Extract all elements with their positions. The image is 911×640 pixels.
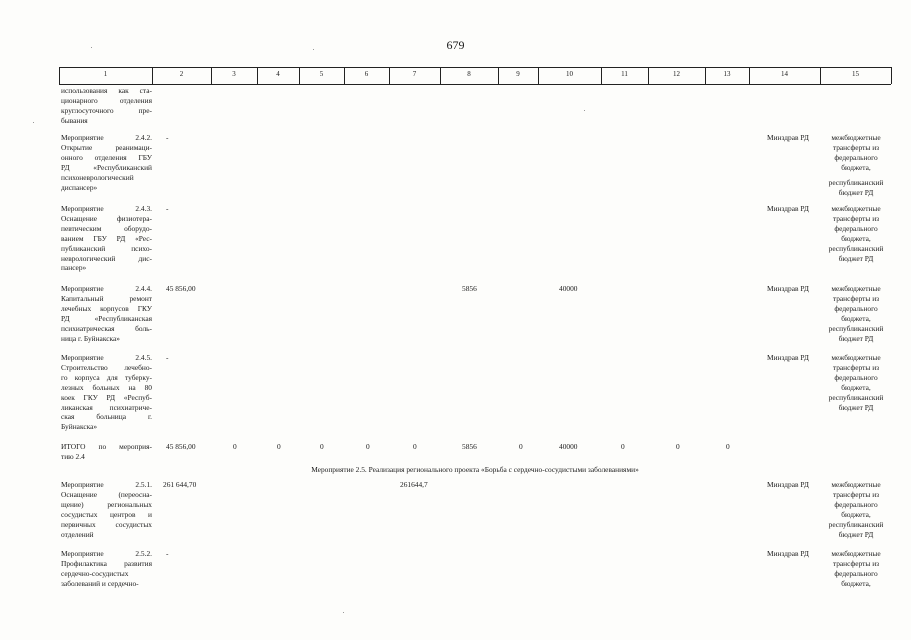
column-header: 3: [232, 70, 236, 78]
total-cell: 0: [676, 442, 680, 451]
total-cell: 0: [726, 442, 730, 451]
text-line: Профилактика развития: [61, 558, 152, 568]
text-line: неврологический дис-: [61, 253, 152, 263]
cell-funding-source: [822, 204, 890, 263]
cell-funding-source: [822, 549, 890, 589]
table-row-description: [61, 353, 152, 432]
text-line: межбюджетные: [831, 353, 881, 362]
cell-executor: Минздрав РД: [767, 353, 809, 362]
column-header: 8: [467, 70, 471, 78]
text-line: трансферты из: [832, 213, 880, 223]
total-cell: 0: [320, 442, 324, 451]
text-line: ликанская психиатриче-: [61, 402, 152, 412]
cell-col2: -: [166, 353, 169, 362]
cell-executor: Минздрав РД: [767, 480, 809, 489]
text-line: бюджета,: [841, 233, 871, 243]
table-row-description: [61, 480, 152, 539]
table-header-top-rule: [59, 67, 891, 68]
column-header: 9: [516, 70, 520, 78]
cell-funding-source: [822, 133, 890, 197]
column-header: 1: [103, 70, 108, 78]
cell-col8: 5856: [462, 284, 477, 293]
text-line: федерального: [834, 568, 878, 578]
text-line: лезных больных на 80: [61, 382, 152, 392]
total-cell: 5856: [462, 442, 477, 451]
cell-executor: Минздрав РД: [767, 284, 809, 293]
text-line: межбюджетные: [831, 284, 881, 293]
cell-col2: -: [166, 204, 169, 213]
text-line: сосудистых центров и: [61, 509, 152, 519]
total-cell: 0: [519, 442, 523, 451]
text-line: го корпуса для туберку-: [61, 372, 152, 382]
text-line: федерального: [834, 223, 878, 233]
table-row-description: [61, 204, 152, 273]
column-header: 15: [852, 70, 859, 78]
page-number: 679: [446, 38, 465, 52]
scan-speck: [91, 47, 92, 48]
text-line: республиканский: [828, 177, 884, 187]
cell-funding-source: [822, 284, 890, 343]
text-line: первичных сосудистых: [61, 519, 152, 529]
cell-col7: 261644,7: [400, 480, 428, 489]
total-cell: 0: [366, 442, 370, 451]
text-line: ИТОГО по мероприя-: [61, 442, 152, 451]
text-line: психиатрическая боль-: [61, 323, 152, 333]
scan-speck: [584, 110, 585, 111]
text-line: федерального: [834, 499, 878, 509]
column-header: 10: [566, 70, 573, 78]
text-line: Мероприятие 2.4.5.: [61, 353, 152, 362]
text-line: диспансер»: [61, 182, 98, 192]
text-line: использования как ста-: [61, 86, 152, 95]
text-line: бюджет РД: [838, 529, 874, 539]
text-line: бюджета,: [841, 578, 871, 588]
cell-col10: 40000: [559, 284, 578, 293]
column-header: 12: [673, 70, 680, 78]
column-header: 4: [276, 70, 280, 78]
text-line: бюджета,: [841, 162, 871, 172]
text-line: Мероприятие 2.5.2.: [61, 549, 152, 558]
text-line: Мероприятие 2.5.1.: [61, 480, 152, 489]
total-cell: 45 856,00: [166, 442, 196, 451]
text-line: лечебных корпусов ГКУ: [61, 303, 152, 313]
cell-col2: -: [166, 133, 169, 142]
text-line: бюджета,: [841, 509, 871, 519]
text-line: бюджета,: [841, 313, 871, 323]
column-header: 14: [781, 70, 788, 78]
column-header: 5: [319, 70, 324, 78]
text-line: Мероприятие 2.4.4.: [61, 284, 152, 293]
text-line: республиканский: [828, 243, 884, 253]
text-line: Мероприятие 2.4.2.: [61, 133, 152, 142]
text-line: межбюджетные: [831, 480, 881, 489]
text-line: Буйнакска»: [61, 422, 98, 432]
scan-speck: [313, 49, 314, 50]
text-line: сердечно-сосудистых: [61, 568, 129, 578]
column-header: 7: [412, 70, 417, 78]
text-line: отделений: [61, 529, 94, 539]
column-divider: [891, 67, 892, 84]
total-cell: 0: [233, 442, 237, 451]
text-line: онного отделения ГБУ: [61, 152, 152, 162]
text-line: Капитальный ремонт: [61, 293, 152, 303]
cell-col2: -: [166, 549, 169, 558]
text-line: бюджет РД: [838, 402, 874, 412]
text-line: тию 2.4: [61, 451, 85, 461]
text-line: публиканский психо-: [61, 243, 152, 253]
text-line: межбюджетные: [831, 133, 881, 142]
text-line: ванием ГБУ РД «Рес-: [61, 233, 152, 243]
text-line: заболеваний и сердечно-: [61, 578, 139, 588]
text-line: ница г. Буйнакска»: [61, 333, 120, 343]
text-line: Открытие реанимаци-: [61, 142, 152, 152]
text-line: психоневрологический: [61, 172, 134, 182]
text-line: федерального: [834, 372, 878, 382]
text-line: ская больница г.: [61, 412, 152, 422]
cell-executor: Минздрав РД: [767, 133, 809, 142]
cell-col2: 261 644,70: [163, 480, 197, 489]
text-line: Строительство лечебно-: [61, 362, 152, 372]
table-row-description: [61, 284, 152, 343]
text-line: Оснащение (переосна-: [61, 489, 152, 499]
total-cell: 0: [277, 442, 281, 451]
section-title: Мероприятие 2.5. Реализация регионального проекта «Борьба с сердечно-сосудистыми заболеваниями»: [311, 465, 639, 474]
text-line: круглосуточного пре-: [61, 105, 152, 115]
scan-speck: [33, 122, 34, 123]
text-line: республиканский: [828, 392, 884, 402]
continued-text: [61, 86, 152, 126]
scan-speck: [343, 612, 344, 613]
text-line: щение) региональных: [61, 499, 152, 509]
text-line: бюджет РД: [838, 333, 874, 343]
text-line: трансферты из: [832, 558, 880, 568]
text-line: межбюджетные: [831, 549, 881, 558]
text-line: ционарного отделения: [61, 95, 152, 105]
cell-funding-source: [822, 480, 890, 539]
text-line: трансферты из: [832, 362, 880, 372]
text-line: певтическим оборудо-: [61, 223, 152, 233]
text-line: коек ГКУ РД «Респуб-: [61, 392, 152, 402]
cell-executor: Минздрав РД: [767, 204, 809, 213]
column-header: 6: [364, 70, 369, 78]
text-line: трансферты из: [832, 142, 880, 152]
cell-funding-source: [822, 353, 890, 412]
total-row-label: [61, 442, 152, 462]
table-header-bottom-rule: [59, 84, 891, 85]
text-line: трансферты из: [832, 293, 880, 303]
text-line: республиканский: [828, 323, 884, 333]
column-header: 11: [621, 70, 628, 78]
total-cell: 0: [413, 442, 417, 451]
cell-executor: Минздрав РД: [767, 549, 809, 558]
total-cell: 40000: [559, 442, 578, 451]
text-line: бывания: [61, 115, 88, 125]
text-line: Оснащение физиотера-: [61, 213, 152, 223]
text-line: межбюджетные: [831, 204, 881, 213]
text-line: республиканский: [828, 519, 884, 529]
text-line: Мероприятие 2.4.3.: [61, 204, 152, 213]
text-line: федерального: [834, 303, 878, 313]
cell-col2: 45 856,00: [166, 284, 196, 293]
text-line: трансферты из: [832, 489, 880, 499]
text-line: бюджета,: [841, 382, 871, 392]
text-line: бюджет РД: [838, 253, 874, 263]
table-row-description: [61, 549, 152, 589]
text-line: федерального: [834, 152, 878, 162]
column-header: 2: [179, 70, 184, 78]
text-line: пансер»: [61, 263, 87, 273]
table-row-description: [61, 133, 152, 192]
text-line: РД «Республиканская: [61, 313, 152, 323]
column-header: 13: [723, 70, 731, 78]
total-cell: 0: [621, 442, 625, 451]
text-line: бюджет РД: [838, 187, 874, 197]
text-line: РД «Республиканский: [61, 162, 152, 172]
